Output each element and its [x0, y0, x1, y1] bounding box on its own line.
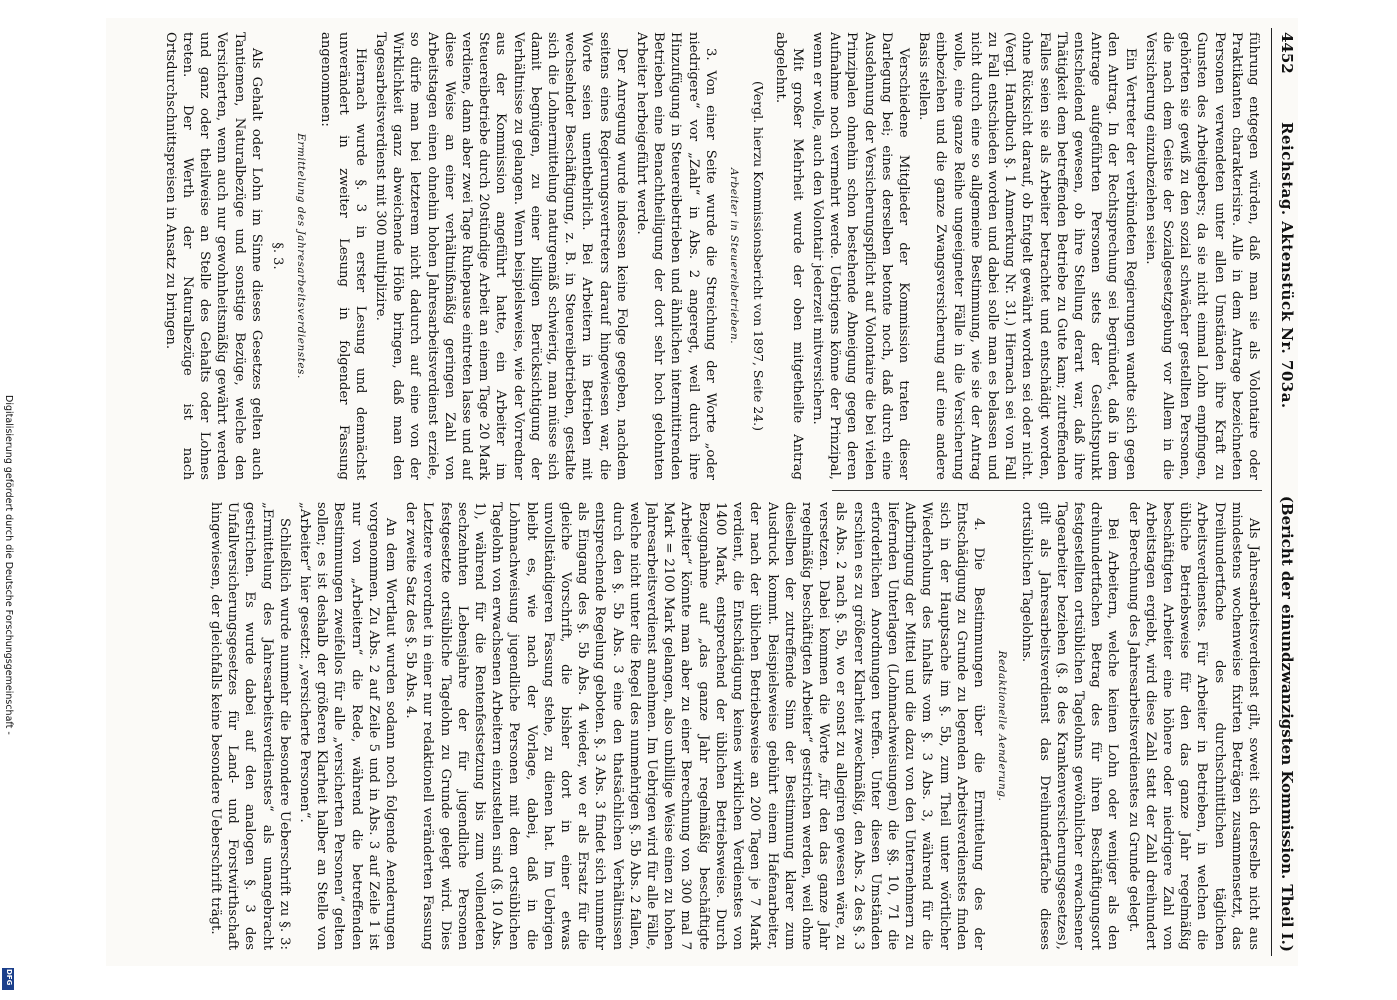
dfg-logo: [2, 968, 14, 990]
paragraph: Verschiedene Mitglieder der Kommission traten dieser Darlegung bei; eines derselben betonte noch, daß durch eine Ausdehnung der Versicherungspflicht auf Volontaire die bei vielen Prinzipalen ohnehin schon bestehende Abneigung gegen deren Aufnahme noch vermehrt werde. Uebrigens könne der Prinzipal, wenn er wolle, auch den Volontair jederzeit mitversichern.: [809, 32, 911, 480]
column-divider: [832, 490, 1262, 491]
page-header: [1274, 32, 1296, 952]
paragraph: An dem Wortlaut wurden sodann noch folgende Aenderungen vorgenommen. Zu Abs. 2 auf Zeile 5 und in Abs. 3 auf Zeile 1 ist nur von „Arbeitern“ die Rede, während die betreffenden Bestimmungen zweifellos für alle „versicherten Personen“ gelten sollen; es ist deshalb der größeren Klarheit halber an Stelle von „Arbeiter“ hier gesetzt: „versicherte Personen“.: [297, 502, 399, 950]
paragraph: Mit großer Mehrheit wurde der oben mitgetheilte Antrag abgelehnt.: [772, 32, 805, 480]
section-heading: Redaktionelle Aenderung.: [996, 650, 1009, 802]
paragraph: Hiernach wurde §. 3 in erster Lesung und demnächst unverändert in zweiter Lesung in folgender Fassung angenommen:: [318, 32, 368, 480]
right-column: [122, 502, 1262, 950]
paragraph: führung entgegen würden, daß man sie als Volontaire oder Praktikanten charakterisire. Alle in dem Antrage bezeichneten Personen verwendeten unter allen Umständen ihre Kraft zu Gunsten des Arbeitgebers; da sie nicht einmal Lohn empfingen, gehörten sie gewiß zu den sozial schwächer gestellten Personen, die nach dem Geiste der Sozialgesetzgebung vor Allem in die Versicherung einzubeziehen seien.: [1142, 32, 1261, 480]
document-page: [106, 18, 1298, 966]
section-number: §. 3.: [270, 242, 286, 270]
section-heading: Ermittelung des Jahresarbeitsverdienstes.: [295, 133, 308, 379]
digitization-credit-text: Digitalisierung gefördert durch die Deutsche Forschungsgemeinschaft -: [3, 395, 14, 735]
paragraph: Der Anregung wurde indessen keine Folge gegeben, nachdem seitens eines Regierungsvertreters darauf hingewiesen war, die Worte seien unentbehrlich. Bei Arbeitern in Betrieben mit wechselnder Beschäftigung, z. B. in Steuereibetrieben, gestalte sich die Lohnermittelung naturgemäß schwierig, man müsse sich damit begnügen, zu einer billigen Berücksichtigung der Verhältnisse zu gelangen. Wenn beispielsweise, wie der Vorredner aus der Kommission angeführt hatte, ein Arbeiter im Steuereibetriebe durch 20stündige Arbeit an einem Tage 20 Mark verdiene, dann aber zwei Tage Ruhepause eintreten lasse und auf diese Weise an einer verhältnißmäßig geringen Zahl von Arbeitstagen einen ohnehin hohen Jahresarbeitsverdienst erziele, so dürfe man bei letzterem nicht dadurch auf eine von der Wirklichkeit ganz abweichende Höhe bringen, daß man den Tagesarbeitsverdienst mit 300 multiplizire.: [373, 32, 629, 480]
paragraph: Bei Arbeitern, welche keinen Lohn oder weniger als den dreihundertfachen Betrag des für ihren Beschäftigungsort festgestellten ortsüblichen Tagelohns gewöhnlicher erwachsener Tagearbeiter beziehen (§. 8 des Krankenversicherungsgesetzes), gilt als Jahresarbeitsverdienst das Dreihundertfache dieses ortsüblichen Tagelohns.: [1019, 502, 1121, 950]
digitization-credit-sidebar: [2, 395, 14, 995]
paragraph: 3. Von einer Seite wurde die Streichung der Worte „oder niedrigere“ vor „Zahl“ in Abs. 2 angeregt, weil durch ihre Hinzufügung in Steuereibetrieben und ähnlichen intermittirenden Betrieben eine Benachtheiligung der dort sehr hoch gelohnten Arbeiter herbeigeführt werde.: [634, 32, 718, 480]
paragraph: Als Jahresarbeitsverdienst gilt, soweit sich derselbe nicht aus mindestens wochenweise fixirten Beträgen zusammensetzt, das Dreihundertfache des durchschnittlichen täglichen Arbeitsverdienstes. Für Arbeiter in Betrieben, in welchen die übliche Betriebsweise für den das ganze Jahr regelmäßig beschäftigten Arbeiter eine höhere oder niedrigere Zahl von Arbeitstagen ergiebt, wird diese Zahl statt der Zahl dreihundert der Berechnung des Jahresarbeitsverdienstes zu Grunde gelegt.: [1125, 502, 1261, 950]
section-heading: Arbeiter in Steuereibetrieben.: [728, 167, 741, 345]
reference-note: (Vergl. hierzu Kommissionsbericht von 1897, Seite 24.): [751, 80, 767, 432]
left-column: [122, 32, 1262, 480]
page-title: Reichstag. Aktenstück Nr. 703a.: [1278, 122, 1296, 409]
paragraph: Als Gehalt oder Lohn im Sinne dieses Gesetzes gelten auch Tantiemen, Naturalbezüge und sonstige Bezüge, welche den Versicherten, wenn auch nur gewohnheitsmäßig gewährt werden und ganz oder theilweise an Stelle des Gehalts oder Lohnes treten. Der Werth der Naturalbezüge ist nach Ortsdurchschnittspreisen in Ansatz zu bringen.: [162, 32, 264, 480]
paragraph: Schließlich wurde nunmehr die besondere Ueberschrift zu §. 3: „Ermittelung des Jahresarbeitsverdienstes“ als unangebracht gestrichen. Es wurde dabei auf den analogen §. 3 des Unfallversicherungsgesetzes für Land- und Forstwirthschaft hingewiesen, der gleichfalls keine besondere Ueberschrift trägt.: [208, 502, 292, 950]
paragraph: Ein Vertreter der verbündeten Regierungen wandte sich gegen den Antrag. In der Rechtsprechung sei begründet, daß in dem Antrage aufgeführten Personen stets der Gesichtspunkt entscheidend gewesen, ob ihre Stellung derart war, daß ihre Thätigkeit dem betreffenden Betriebe zu Gute kam; zutreffenden Falles seien sie als Arbeiter betrachtet und entschädigt worden, ohne Rücksicht darauf, ob Entgelt gewährt worden sei oder nicht. (Vergl. Handbuch §. 1 Anmerkung Nr. 31.) Hiernach sei von Fall zu Fall entschieden worden und dabei solle man es belassen und nicht durch eine so allgemeine Bestimmung, wie sie der Antrag wolle, eine ganze Reihe ungeeigneter Fälle in die Versicherung einbeziehen und die ganze Zwangsversicherung auf eine andere Basis stellen.: [916, 32, 1138, 480]
paragraph: 4. Die Bestimmungen über die Ermittelung des der Entschädigung zu Grunde zu legenden Arbeitsverdienstes finden sich in der Hauptsache im §. 5b, zum Theil unter wörtlicher Wiederholung des Inhalts vom §. 3 Abs. 3, während für die Aufbringung der Mittel und die dazu von den Unternehmern zu liefernden Unterlagen (Lohnnachweisungen) die §§. 10, 71 die erforderlichen Anordnungen treffen. Unter diesen Umständen erschien es zu größerer Klarheit zweckmäßig, den Abs. 2 des §. 3 als Abs. 2 nach §. 5b, wo er sonst zu allegiren gewesen wäre, zu versetzen. Dabei kommen die Worte „für den das ganze Jahr regelmäßig beschäftigten Arbeiter“ gestrichen werden, weil ohne dieselben der zutreffende Sinn der Bestimmung klarer zum Ausdruck kommt. Beispielsweise gebührt einem Hafenarbeiter, der nach der üblichen Betriebsweise an 200 Tagen je 7 Mark verdient, die Entschädigung keines wirklichen Verdienstes von 1400 Mark, entsprechend der üblichen Betriebsweise. Durch Bezugnahme auf „das ganze Jahr regelmäßig beschäftigte Arbeiter“ könnte man aber zu einer Berechnung von 300 mal 7 Mark = 2100 Mark gelangen, also unbillige Weise einen zu hohen Jahresarbeitsverdienst annehmen. Im Uebrigen wird für alle Fälle, welche nicht unter die Regel des nunmehrigen §. 5b Abs. 2 fallen, durch den §. 5b Abs. 3 eine den thatsächlichen Verhältnissen entsprechende Regelung geboten. §. 3 Abs. 3 findet sich nunmehr als Eingang des §. 5b Abs. 4 wieder, wo er als Ersatz für die gleiche Vorschrift, die bisher dort in einer etwas unvollständigeren Fassung stehe, zu dienen hat. Im Uebrigen bleibt es, wie nach der Vorlage, dabei, daß in die Lohnnachweisung jugendliche Personen mit dem ortsüblichen Tagelohn von erwachsenen Arbeitern einzustellen sind (§. 10 Abs. 1), während für die Rentenfestsetzung bis zum vollendeten sechzehnten Lebensjahre der für jugendliche Personen festgesetzte ortsübliche Tagelohn zu Grunde gelegt wird. Dies Letztere verordnet in einer nur redaktionell veränderten Fassung der zweite Satz des §. 5b Abs. 4.: [403, 502, 986, 950]
page-number: 4452: [1278, 32, 1296, 74]
dfg-logo-text: DFG: [5, 969, 13, 986]
header-rule: [1271, 28, 1272, 956]
report-reference: (Bericht der einundzwanzigsten Kommission. Theil I.): [1278, 495, 1296, 952]
